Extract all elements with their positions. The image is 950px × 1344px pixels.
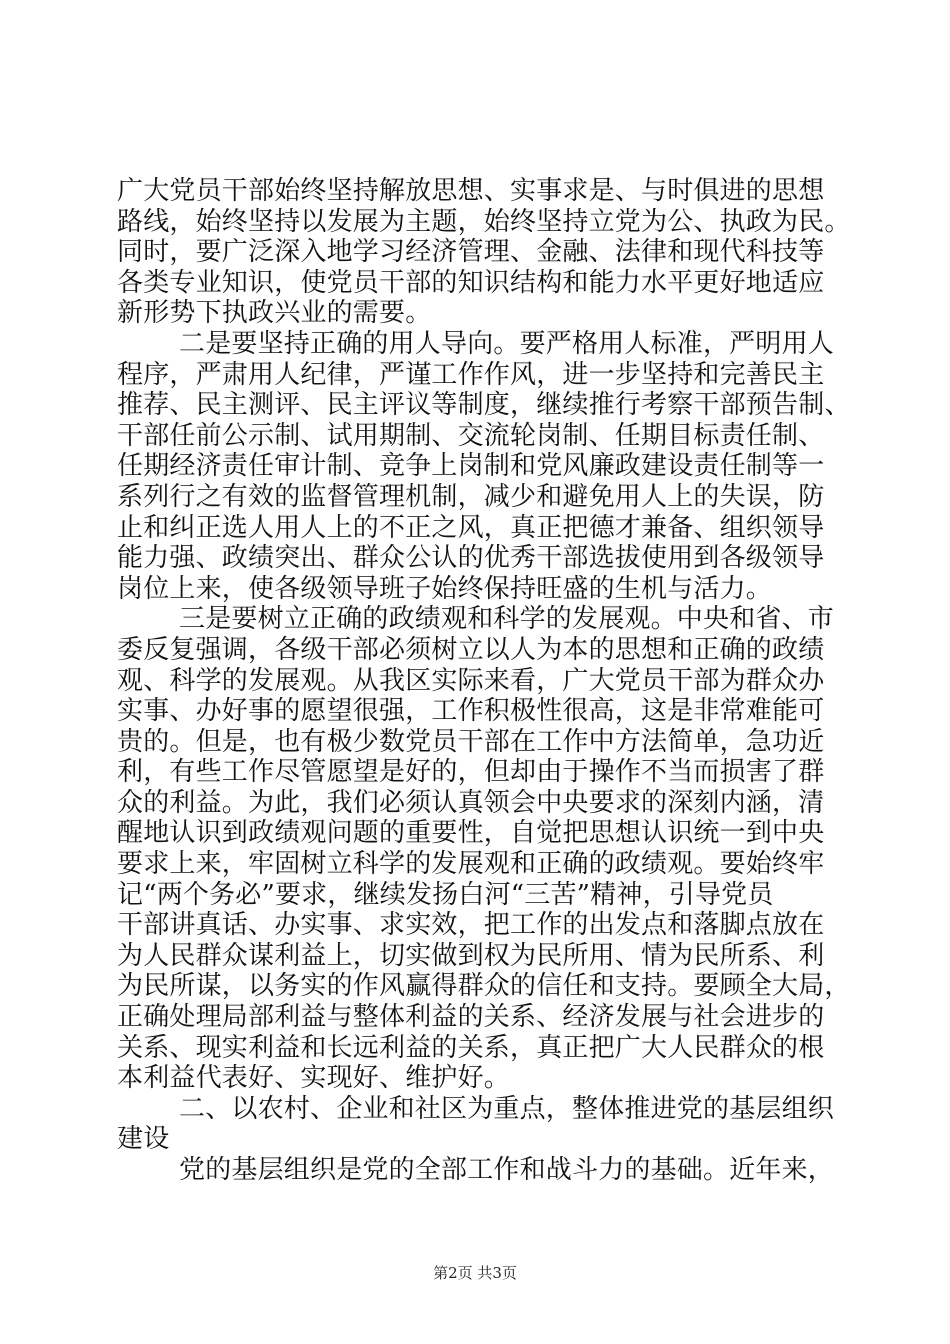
text-line: 三是要树立正确的政绩观和科学的发展观。中央和省、市 xyxy=(179,604,835,635)
text-line: 新形势下执政兴业的需要。 xyxy=(117,298,432,329)
text-line: 正确处理局部利益与整体利益的关系、经济发展与社会进步的 xyxy=(117,1002,825,1033)
text-line: 同时，要广泛深入地学习经济管理、金融、法律和现代科技等 xyxy=(117,237,825,268)
text-line: 观、科学的发展观。从我区实际来看，广大党员干部为群众办 xyxy=(117,665,825,696)
text-line: 岗位上来，使各级领导班子始终保持旺盛的生机与活力。 xyxy=(117,573,773,604)
text-line: 止和纠正选人用人上的不正之风，真正把德才兼备、组织领导 xyxy=(117,512,825,543)
text-line: 干部任前公示制、试用期制、交流轮岗制、任期目标责任制、 xyxy=(117,420,825,451)
text-line: 利，有些工作尽管愿望是好的，但却由于操作不当而损害了群 xyxy=(117,757,825,788)
text-line: 建设 xyxy=(117,1124,170,1155)
text-line: 广大党员干部始终坚持解放思想、实事求是、与时俱进的思想 xyxy=(117,176,825,206)
text-line: 干部讲真话、办实事、求实效，把工作的出发点和落脚点放在 xyxy=(117,910,825,941)
text-line: 要求上来，牢固树立科学的发展观和正确的政绩观。要始终牢 xyxy=(117,849,825,880)
text-line: 路线，始终坚持以发展为主题，始终坚持立党为公、执政为民。 xyxy=(117,206,851,237)
text-line: 为民所谋，以务实的作风赢得群众的信任和支持。要顾全大局， xyxy=(117,971,851,1002)
text-line: 贵的。但是，也有极少数党员干部在工作中方法简单，急功近 xyxy=(117,726,825,757)
text-line: 推荐、民主测评、民主评议等制度，继续推行考察干部预告制、 xyxy=(117,390,851,421)
text-line: 关系、现实利益和长远利益的关系，真正把广大人民群众的根 xyxy=(117,1032,825,1063)
text-line: 二、以农村、企业和社区为重点，整体推进党的基层组织 xyxy=(179,1093,835,1124)
body-text xyxy=(117,176,851,1186)
text-line: 程序，严肃用人纪律，严谨工作作风，进一步坚持和完善民主 xyxy=(117,359,825,390)
text-line: 醒地认识到政绩观问题的重要性，自觉把思想认识统一到中央 xyxy=(117,818,825,849)
text-line: 本利益代表好、实现好、维护好。 xyxy=(117,1063,511,1094)
text-line: 系列行之有效的监督管理机制，减少和避免用人上的失误，防 xyxy=(117,481,825,512)
text-line: 记“两个务必”要求，继续发扬白河“三苦”精神，引导党员 xyxy=(117,879,774,910)
text-line: 各类专业知识，使党员干部的知识结构和能力水平更好地适应 xyxy=(117,267,825,298)
text-line: 实事、办好事的愿望很强，工作积极性很高，这是非常难能可 xyxy=(117,696,825,727)
text-line: 能力强、政绩突出、群众公认的优秀干部选拔使用到各级领导 xyxy=(117,543,825,574)
text-line: 为人民群众谋利益上，切实做到权为民所用、情为民所系、利 xyxy=(117,940,825,971)
text-line: 任期经济责任审计制、竞争上岗制和党风廉政建设责任制等一 xyxy=(117,451,825,482)
text-line: 二是要坚持正确的用人导向。要严格用人标准，严明用人 xyxy=(179,328,835,359)
text-line: 委反复强调，各级干部必须树立以人为本的思想和正确的政绩 xyxy=(117,634,825,665)
text-line: 党的基层组织是党的全部工作和战斗力的基础。近年来， xyxy=(179,1155,835,1185)
text-line: 众的利益。为此，我们必须认真领会中央要求的深刻内涵，清 xyxy=(117,787,825,818)
page-footer: 第2页 共3页 xyxy=(433,1264,517,1282)
